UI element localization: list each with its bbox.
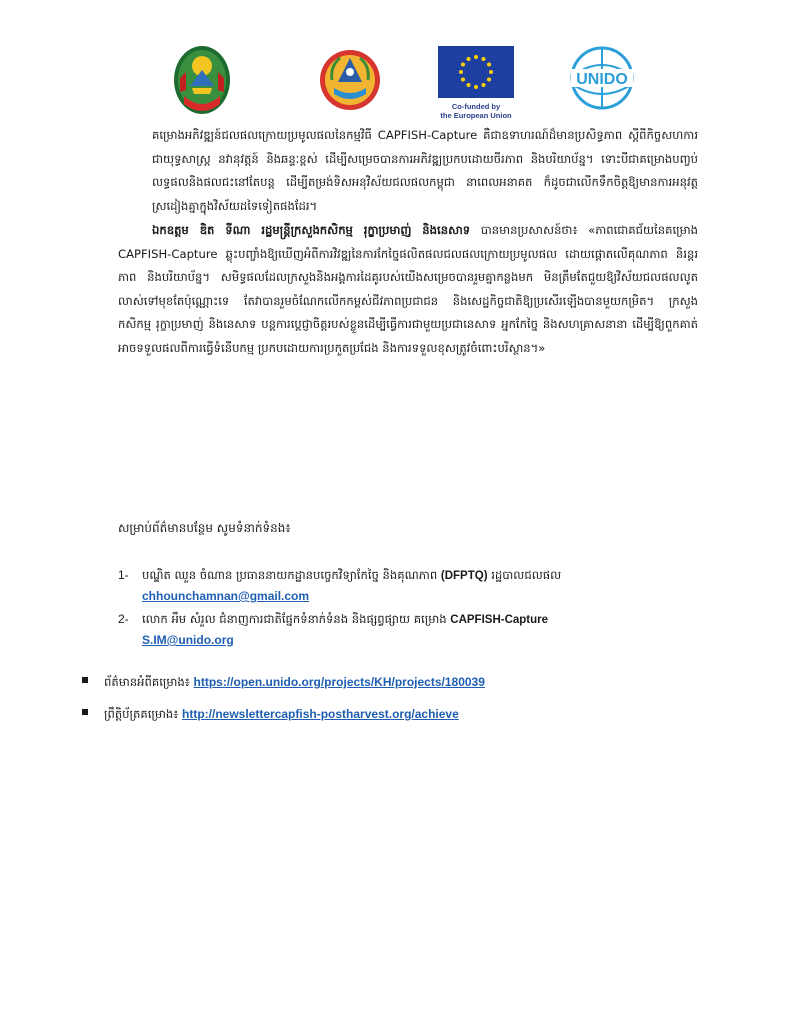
newsletter-link[interactable]: http://newslettercapfish-postharvest.org/achieve xyxy=(182,707,459,721)
contact-description xyxy=(142,564,561,587)
unido-wordmark: UNIDO xyxy=(576,71,628,88)
list-item xyxy=(82,704,702,736)
link-line xyxy=(104,704,459,724)
paragraph-minister-quote xyxy=(118,219,698,361)
link-line xyxy=(104,672,485,692)
eu-caption-line1: Co-funded by xyxy=(451,102,501,111)
project-info-link[interactable]: https://open.unido.org/projects/KH/projects/180039 xyxy=(193,675,485,689)
eu-caption-line2: the European Union xyxy=(440,111,512,120)
contact-item xyxy=(118,608,698,652)
unido-logo xyxy=(567,46,637,110)
list-item xyxy=(82,672,702,704)
contact-dept-tag: (DFPTQ) xyxy=(440,570,488,582)
minister-quote-text: បានមានប្រសាសន៍ថា៖ «ភាពជោគជ័យនៃគម្រោង CAPFISH-Capture ឆ្លុះបញ្ចាំងឱ្យឃើញអំពីការវិវឌ្ឍនៃការកែច្នៃផលិតផលជលផលក្រោយប្រមូលផល ដោយផ្ដោតលើគុណភាព និរន្តរភាព និងបរិយាប័ន្ន។ សមិទ្ធផលដែលក្រសួងនិងអង្គការដៃគូរបស់យើងសម្រេចបានរួមគ្នាកន្លងមក មិនត្រឹមតែជួយឱ្យវិស័យជលផលលូតលាស់ទៅមុខតែប៉ុណ្ណោះទេ តែវាបានរួមចំណែកលើកកម្ពស់ជីវភាពប្រជាជន និងសេដ្ឋកិច្ចជាតិឱ្យប្រសើរឡើងបានមួយកម្រិត។ ក្រសួងកសិកម្ម រុក្ខាប្រមាញ់ និងនេសាទ បន្តការប្តេជ្ញាចិត្តរបស់ខ្លួនដើម្បីធ្វើការជាមួយប្រជានេសាទ អ្នកកែច្នៃ និងសហគ្រាសនានា ដើម្បីឱ្យពួកគាត់អាចទទួលផលពីការធ្វើទំនើបកម្ម ប្រកបដោយការប្រកួតប្រជែង និងការទទួលខុសត្រូវចំពោះបរិស្ថាន។» xyxy=(118,223,698,355)
contact-heading: សម្រាប់ព័ត៌មានបន្ថែម សូមទំនាក់ទំនង៖ xyxy=(118,521,291,535)
contact-number: 1- xyxy=(118,568,129,582)
minister-name: ឯកឧត្តម ឌិត ទីណា រដ្ឋមន្ត្រីក្រសួងកសិកម្ម រុក្ខាប្រមាញ់ និងនេសាទ xyxy=(152,223,471,237)
contact-item xyxy=(118,564,698,608)
contact-name-title: លោក អឹម សំរួល ជំនាញការជាតិផ្នែកទំនាក់ទំនង និងផ្សព្វផ្សាយ គម្រោង xyxy=(142,612,447,626)
paragraph-intro xyxy=(118,124,698,218)
contact-email-link[interactable]: S.IM@unido.org xyxy=(142,633,234,647)
contact-name-title: បណ្ឌិត ឈួន ចំណាន ប្រធាននាយកដ្ឋានបច្ចេកវិទ្យាកែច្នៃ និងគុណភាព xyxy=(142,568,438,582)
link-label: ព័ត៌មានអំពីគម្រោង៖ xyxy=(104,675,190,689)
contact-org: រដ្ឋបាលជលផល xyxy=(491,568,562,582)
eu-caption xyxy=(432,102,520,120)
contact-email-link[interactable]: chhounchamnan@gmail.com xyxy=(142,589,310,603)
logo-bar xyxy=(170,40,640,125)
bullet-icon xyxy=(82,677,88,683)
contact-list xyxy=(118,564,698,652)
contact-project-tag: CAPFISH-Capture xyxy=(450,614,549,626)
cambodia-emblem-logo xyxy=(170,42,234,118)
eu-flag-logo xyxy=(438,46,514,98)
link-label: ព្រឹត្តិប័ត្រគម្រោង៖ xyxy=(104,707,179,721)
maff-emblem-logo xyxy=(318,42,382,118)
paragraph-intro-text: គម្រោងអភិវឌ្ឍន៍ជលផលក្រោយប្រមូលផលនៃកម្មវិធី CAPFISH-Capture គឺជាឧទាហរណ៍ដ៏មានប្រសិទ្ធភាព ស្តីពីកិច្ចសហការជាយុទ្ធសាស្ត្រ នវានុវត្តន៍ និងឆន្ទៈខ្ពស់ ដើម្បីសម្រេចបានការអភិវឌ្ឍប្រកបដោយចីរភាព និងបរិយាប័ន្ន។ ទោះបីជាគម្រោងបញ្ចប់ លទ្ធផលនិងផលជះនៅតែបន្ត ដើម្បីតម្រង់ទិសអនុវិស័យជលផលកម្ពុជា នាពេលអនាគត ក៏ដូចជាលើកទឹកចិត្តឱ្យមានការអនុវត្តស្រដៀងគ្នាក្នុងវិស័យដទៃទៀតផងដែរ។ xyxy=(152,128,698,213)
bullet-icon xyxy=(82,709,88,715)
contact-description xyxy=(142,608,548,631)
links-list xyxy=(82,672,702,736)
contact-number: 2- xyxy=(118,612,129,626)
